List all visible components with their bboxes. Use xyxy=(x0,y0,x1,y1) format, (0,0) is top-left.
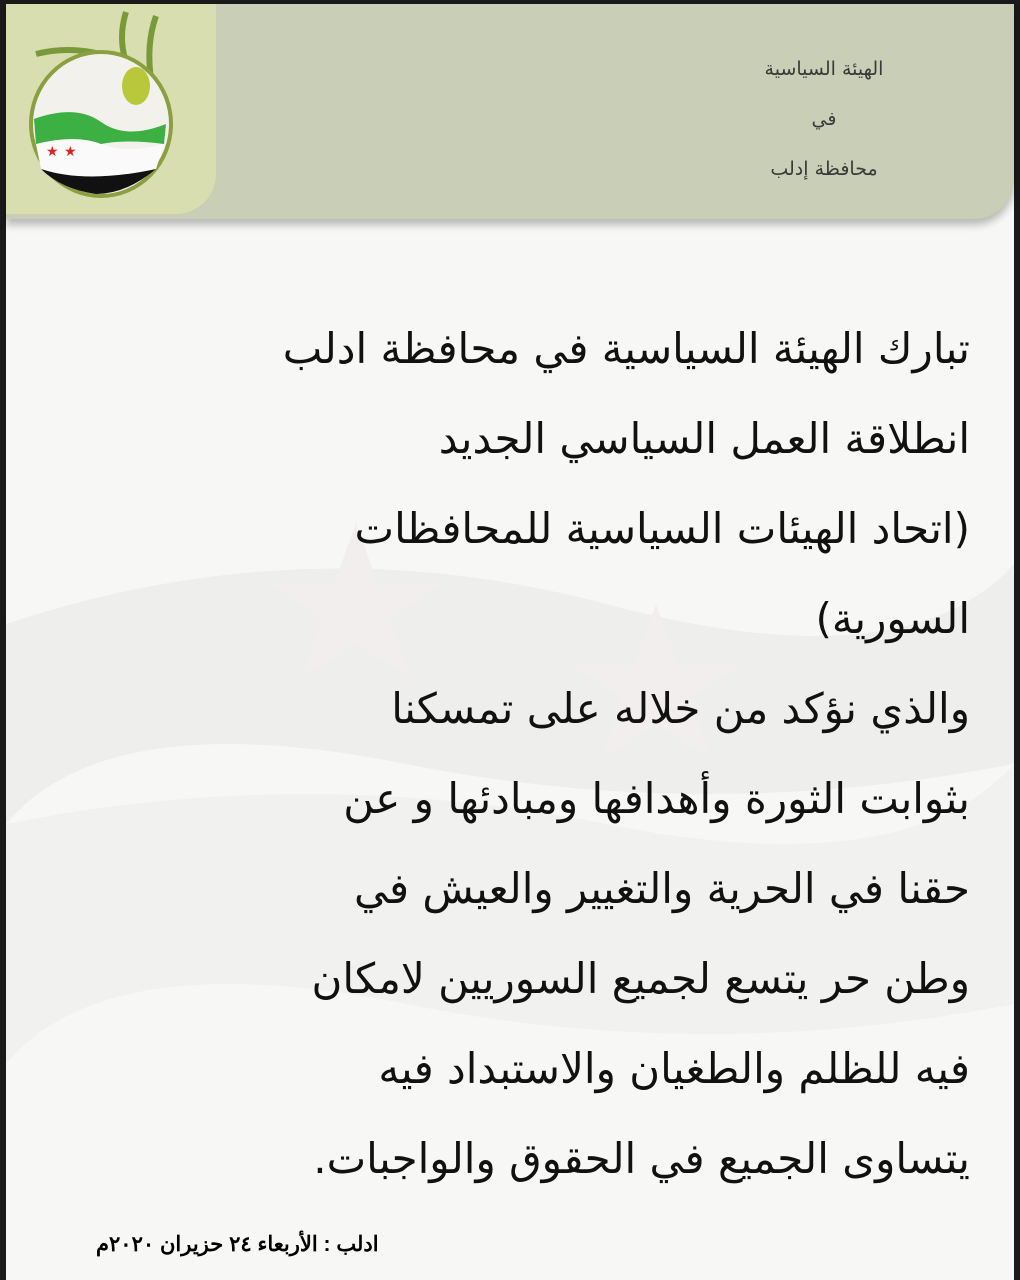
statement-line: حقنا في الحرية والتغيير والعيش في xyxy=(354,864,970,913)
statement-line: انطلاقة العمل السياسي الجديد xyxy=(438,414,970,463)
header-line-3: محافظة إدلب xyxy=(770,158,878,180)
statement-line: السورية) xyxy=(815,594,970,643)
statement-line: فيه للظلم والطغيان والاستبداد فيه xyxy=(378,1044,970,1093)
letterhead-title xyxy=(714,44,934,194)
header-line-1: الهيئة السياسية xyxy=(764,58,884,80)
letterhead xyxy=(6,4,1014,219)
svg-text:★: ★ xyxy=(64,144,77,160)
date-line: ادلب : الأربعاء ٢٤ حزيران ٢٠٢٠م xyxy=(96,1233,379,1256)
svg-text:★: ★ xyxy=(46,144,59,160)
statement-line: تبارك الهيئة السياسية في محافظة ادلب xyxy=(282,324,970,373)
organization-logo xyxy=(6,4,216,214)
logo-panel xyxy=(6,4,216,214)
statement-line: بثوابت الثورة وأهدافها ومبادئها و عن xyxy=(343,774,970,823)
header-line-2: في xyxy=(811,108,837,130)
statement-line: وطن حر يتسع لجميع السوريين لامكان xyxy=(311,954,970,1003)
statement-line: (اتحاد الهيئات السياسية للمحافظات xyxy=(354,504,970,553)
statement-line: يتساوى الجميع في الحقوق والواجبات. xyxy=(313,1134,970,1183)
statement-page xyxy=(6,4,1014,1280)
statement-text xyxy=(20,304,970,1204)
statement-line: والذي نؤكد من خلاله على تمسكنا xyxy=(391,684,970,733)
